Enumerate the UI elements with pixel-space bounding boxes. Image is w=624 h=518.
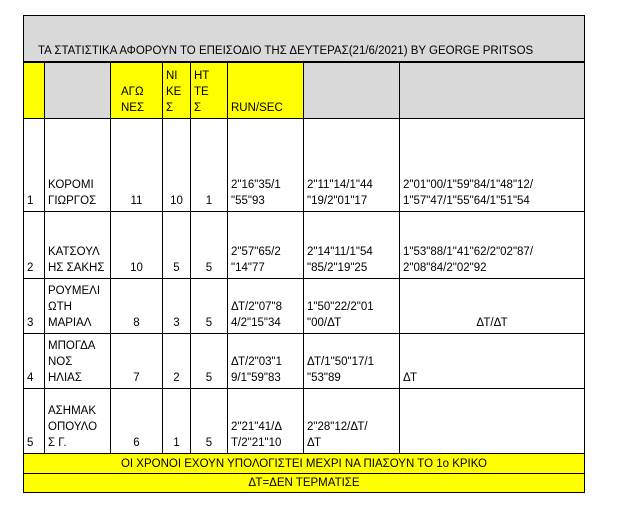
footer-note-dnf xyxy=(23,473,585,493)
header-run-sec: RUN/SEC xyxy=(227,62,304,119)
row1-run-1: 2"16"35/1 "55"93 xyxy=(227,118,304,212)
row2-wins: 5 xyxy=(162,211,191,279)
footer-note-rings-text: ΟΙ ΧΡΟΝΟΙ ΕΧΟΥΝ ΥΠΟΛΟΓΙΣΤΕΙ ΜΕΧΡΙ ΝΑ ΠΙΑΣΟΥΝ ΤΟ 1ο ΚΡΙΚΟ xyxy=(120,457,488,470)
header-wins: ΝΙ ΚΕ Σ xyxy=(162,62,191,119)
row4-wins: 2 xyxy=(162,333,191,389)
header-races: ΑΓΩ ΝΕΣ xyxy=(110,62,163,119)
row4-run-2: ΔΤ/1"50"17/1 "53"89 xyxy=(303,333,400,389)
header-number xyxy=(23,62,45,119)
footer-note-rings xyxy=(23,453,585,474)
row2-run-2: 2"14"11/1"54 "85/2"19"25 xyxy=(303,211,400,279)
row3-number: 3 xyxy=(23,278,45,334)
header-name xyxy=(44,62,111,119)
row2-name: ΚΑΤΣΟΥΛ ΗΣ ΣΑΚΗΣ xyxy=(44,211,111,279)
row2-number: 2 xyxy=(23,211,45,279)
row5-wins: 1 xyxy=(162,388,191,454)
row3-races: 8 xyxy=(110,278,163,334)
row4-races: 7 xyxy=(110,333,163,389)
row1-number: 1 xyxy=(23,118,45,212)
row3-wins: 3 xyxy=(162,278,191,334)
row4-run-1: ΔΤ/2"03"1 9/1"59"83 xyxy=(227,333,304,389)
row4-run-3: ΔΤ xyxy=(399,333,585,389)
row1-losses: 1 xyxy=(190,118,228,212)
row5-races: 6 xyxy=(110,388,163,454)
header-run-2 xyxy=(303,62,400,119)
row5-run-2: 2"28"12/ΔΤ/ ΔΤ xyxy=(303,388,400,454)
row1-run-2: 2"11"14/1"44 "19/2"01"17 xyxy=(303,118,400,212)
row4-number: 4 xyxy=(23,333,45,389)
row2-run-1: 2"57"65/2 "14"77 xyxy=(227,211,304,279)
row4-name: ΜΠΟΓΔΑ ΝΟΣ ΗΛΙΑΣ xyxy=(44,333,111,389)
row1-name: ΚΟΡΟΜΙ ΓΙΩΡΓΟΣ xyxy=(44,118,111,212)
footer-note-dnf-text: ΔΤ=ΔΕΝ ΤΕΡΜΑΤΙΣΕ xyxy=(248,477,360,489)
row3-losses: 5 xyxy=(190,278,228,334)
row2-run-3: 1"53"88/1"41"62/2"02"87/ 2"08"84/2"02"92 xyxy=(399,211,585,279)
row1-run-3: 2"01"00/1"59"84/1"48"12/ 1"57"47/1"55"64/1"51"54 xyxy=(399,118,585,212)
row1-wins: 10 xyxy=(162,118,191,212)
row5-run-1: 2"21"41/Δ Τ/2"21"10 xyxy=(227,388,304,454)
table-title xyxy=(23,15,585,62)
row2-losses: 5 xyxy=(190,211,228,279)
row5-losses: 5 xyxy=(190,388,228,454)
row5-name: ΑΣΗΜΑΚ ΟΠΟΥΛΟ Σ Γ. xyxy=(44,388,111,454)
title-text: ΤΑ ΣΤΑΤΙΣΤΙΚΑ ΑΦΟΡΟΥΝ ΤΟ ΕΠΕΙΣΟΔΙΟ ΤΗΣ ΔΕΥΤΕΡΑΣ(21/6/2021) BY GEORGE PRITSOS xyxy=(38,45,534,57)
row5-run-3 xyxy=(399,388,585,454)
row3-run-3: ΔΤ/ΔΤ xyxy=(399,278,585,334)
row3-run-2: 1"50"22/2"01 "00/ΔΤ xyxy=(303,278,400,334)
header-losses: ΗΤ ΤΕ Σ xyxy=(190,62,228,119)
row4-losses: 5 xyxy=(190,333,228,389)
row3-name: ΡΟΥΜΕΛΙ ΩΤΗ ΜΑΡΙΑΛ xyxy=(44,278,111,334)
row2-races: 10 xyxy=(110,211,163,279)
row1-races: 11 xyxy=(110,118,163,212)
row3-run-1: ΔΤ/2"07"8 4/2"15"34 xyxy=(227,278,304,334)
header-run-3 xyxy=(399,62,585,119)
row5-number: 5 xyxy=(23,388,45,454)
